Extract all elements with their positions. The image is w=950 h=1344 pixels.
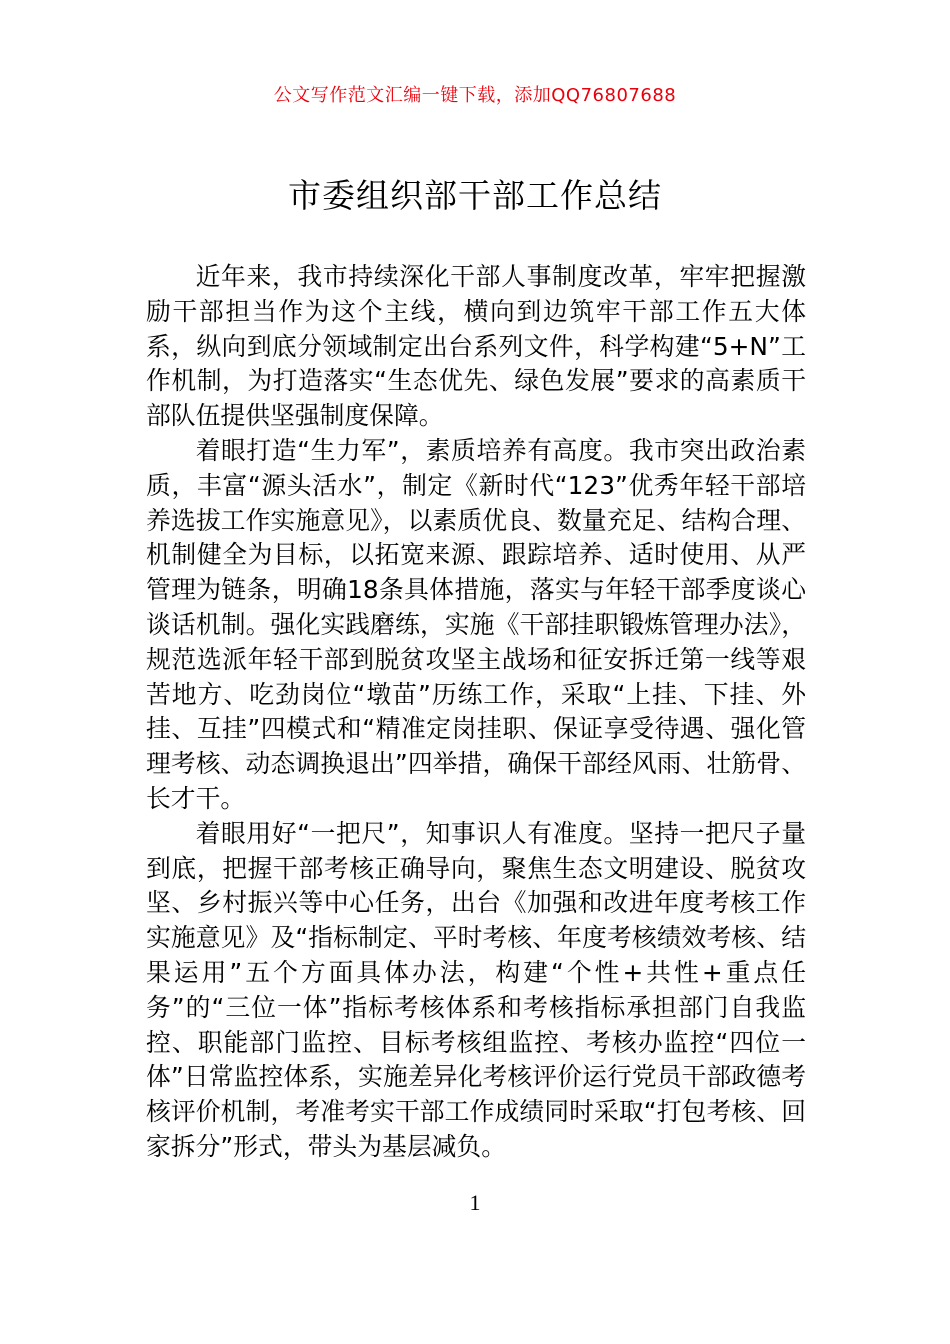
paragraph-assessment: 着眼用好“一把尺”，知事识人有准度。坚持一把尺子量到底，把握干部考核正确导向，聚焦生态文明建设、脱贫攻坚、乡村振兴等中心任务，出台《加强和改进年度考核工作实施意见》及“指标制定、平时考核、年度考核绩效考核、结果运用”五个方面具体办法，构建“个性+共性+重点任务”的“三位一体”指标考核体系和考核指标承担部门自我监控、职能部门监控、目标考核组监控、考核办监控“四位一体”日常监控体系，实施差异化考核评价运行党员干部政德考核评价机制，考准考实干部工作成绩同时采取“打包考核、回家拆分”形式，带头为基层减负。 — [146, 818, 806, 1161]
paragraph-training: 着眼打造“生力军”，素质培养有高度。我市突出政治素质，丰富“源头活水”，制定《新时代“123”优秀年轻干部培养选拔工作实施意见》，以素质优良、数量充足、结构合理、机制健全为目标，以拓宽来源、跟踪培养、适时使用、从严管理为链条，明确18条具体措施，落实与年轻干部季度谈心谈话机制。强化实践磨练，实施《干部挂职锻炼管理办法》，规范选派年轻干部到脱贫攻坚主战场和征安拆迁第一线等艰苦地方、吃劲岗位“墩苗”历练工作，采取“上挂、下挂、外挂、互挂”四模式和“精准定岗挂职、保证享受待遇、强化管理考核、动态调换退出”四举措，确保干部经风雨、壮筋骨、长才干。 — [146, 435, 806, 813]
download-banner: 公文写作范文汇编一键下载，添加QQ76807688 — [273, 85, 677, 106]
page-number: 1 — [469, 1190, 481, 1215]
paragraph-intro: 近年来，我市持续深化干部人事制度改革，牢牢把握激励干部担当作为这个主线，横向到边筑牢干部工作五大体系，纵向到底分领域制定出台系列文件，科学构建“5+N”工作机制，为打造落实“生态优先、绿色发展”要求的高素质干部队伍提供坚强制度保障。 — [146, 262, 806, 431]
document-body — [146, 260, 806, 1165]
document-title: 市委组织部干部工作总结 — [288, 176, 662, 215]
